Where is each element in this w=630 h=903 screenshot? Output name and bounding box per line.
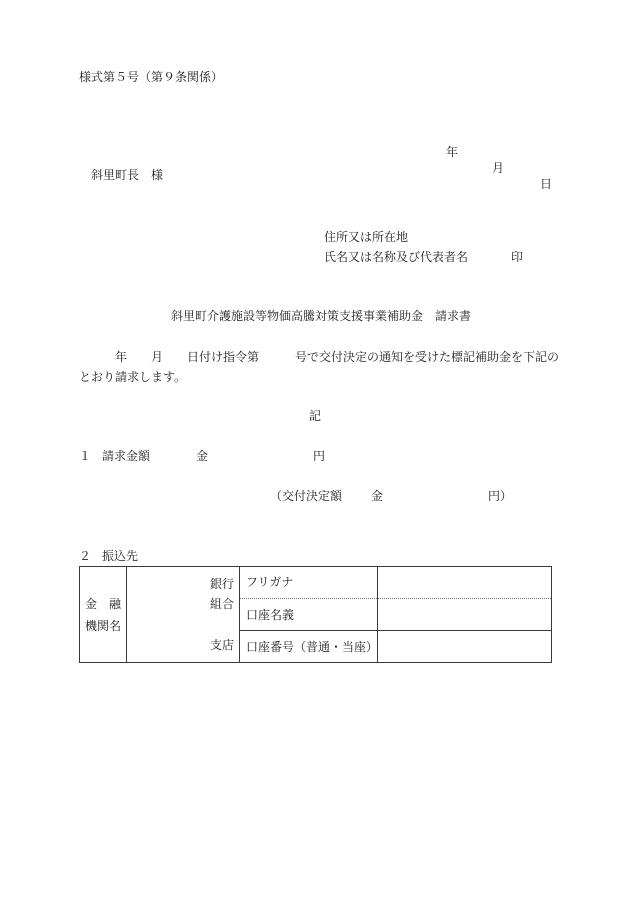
decision-kin: 金	[371, 489, 384, 503]
document-title: 斜里町介護施設等物価高騰対策支援事業補助金 請求書	[171, 309, 472, 323]
item1-label: 請求金額	[102, 449, 151, 463]
address-label: 住所又は所在地	[324, 230, 409, 244]
item2-number: ２	[79, 549, 92, 563]
bank-table	[79, 566, 552, 663]
account-name-label: 口座名義	[240, 599, 378, 631]
institution-label-line1: 金 融	[84, 596, 121, 611]
account-number-label: 口座番号（普通・当座）	[240, 631, 378, 663]
kumiai-suffix: 組合	[209, 597, 234, 611]
date-day-label: 日	[540, 177, 553, 191]
furigana-label: フリガナ	[240, 567, 378, 599]
account-name-field[interactable]	[378, 599, 552, 631]
item1-kin: 金	[196, 449, 209, 463]
item1-en: 円	[313, 449, 326, 463]
institution-label-line2: 機関名	[84, 618, 121, 633]
item1-number: １	[79, 449, 92, 463]
institution-name-field[interactable]	[127, 567, 240, 663]
ki-heading: 記	[309, 409, 322, 423]
date-year-label: 年	[446, 145, 459, 159]
form-number: 様式第５号（第９条関係）	[79, 70, 224, 84]
date-month-label: 月	[492, 161, 505, 175]
addressee: 斜里町長 様	[91, 168, 164, 182]
body-text-line1: 年 月 日付け指令第 号で交付決定の通知を受けた標記補助金を下記の	[79, 350, 560, 364]
account-number-field[interactable]	[378, 631, 552, 663]
furigana-field[interactable]	[378, 567, 552, 599]
seal-label: 印	[511, 250, 524, 264]
institution-label-cell	[80, 567, 127, 663]
body-text-line2: とおり請求します。	[79, 370, 187, 384]
item2-label: 振込先	[102, 549, 139, 563]
name-label: 氏名又は名称及び代表者名	[324, 250, 469, 264]
decision-label: （交付決定額	[270, 489, 343, 503]
branch-suffix: 支店	[209, 638, 234, 652]
bank-suffix: 銀行	[209, 577, 234, 591]
decision-en: 円）	[488, 489, 513, 503]
